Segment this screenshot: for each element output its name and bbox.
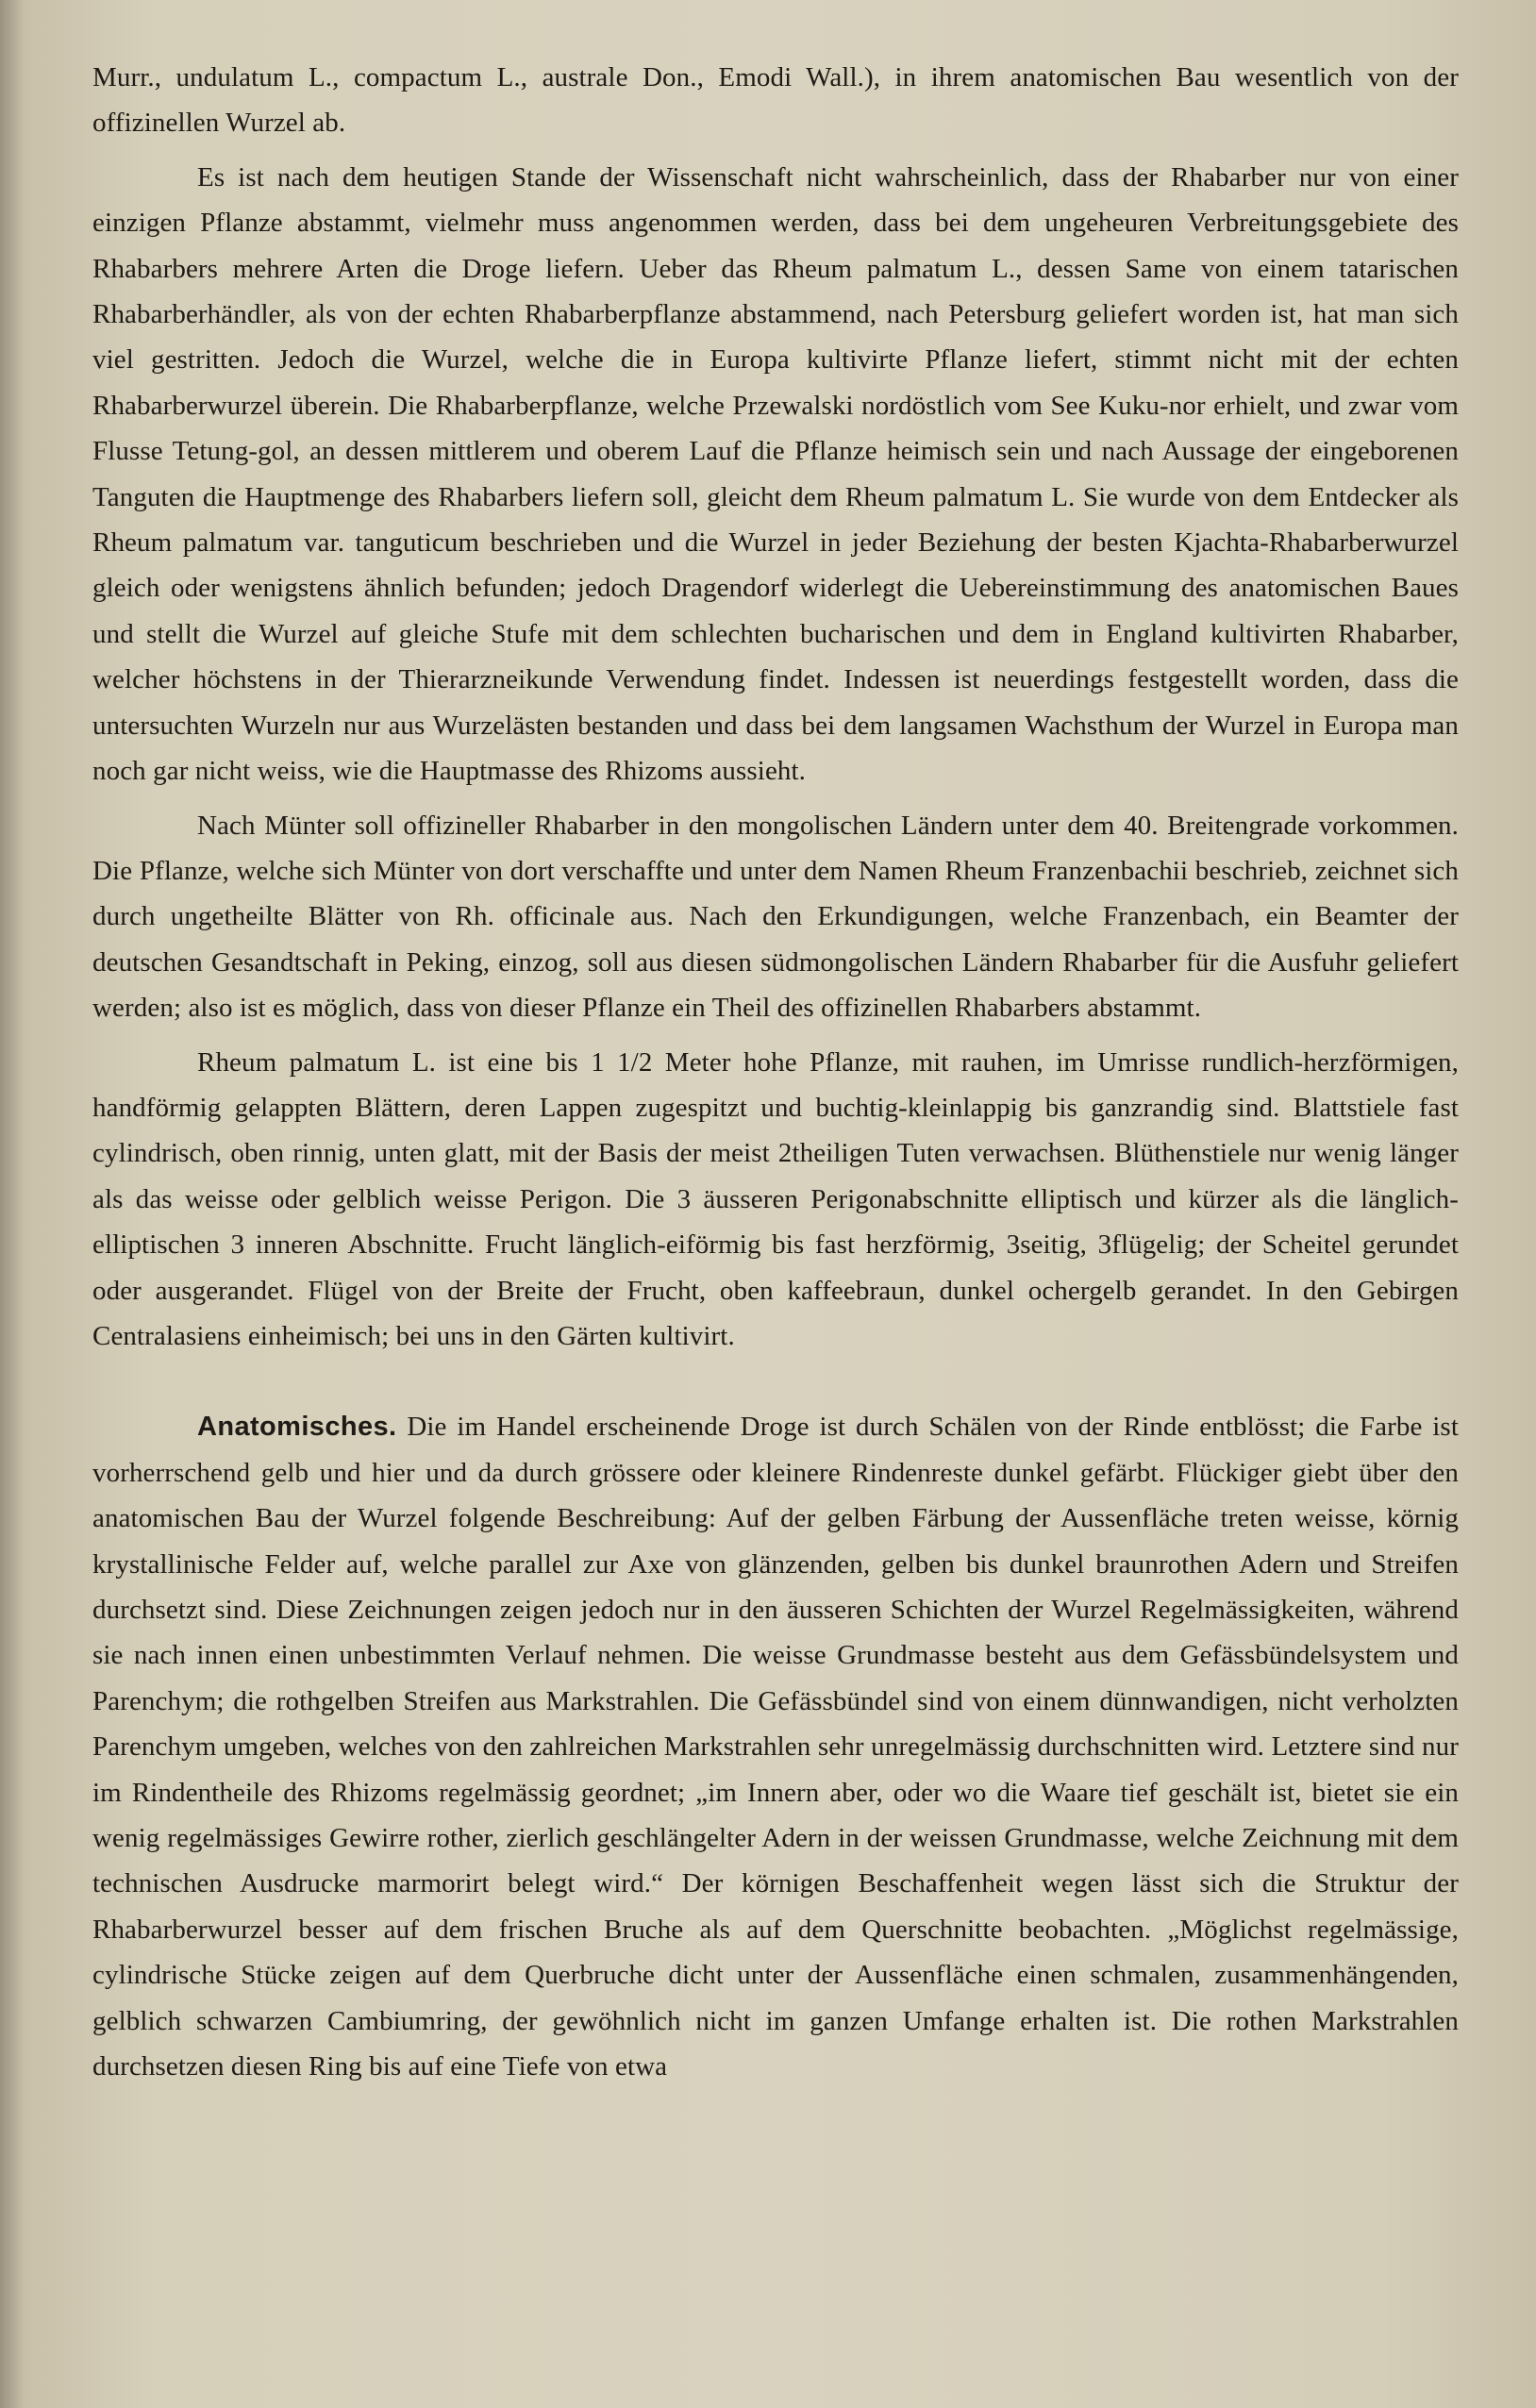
section-heading-anatomisches: Anatomisches.: [197, 1412, 397, 1443]
paragraph-5: [92, 1404, 1459, 2089]
paragraph-2: Es ist nach dem heutigen Stande der Wissenschaft nicht wahrscheinlich, dass der Rhabarber nur von einer einzigen Pflanze abstammt, vielmehr muss angenommen werden, dass bei dem ungeheuren Verbreitungsgebiete des Rhabarbers mehrere Arten die Droge liefern. Ueber das Rheum palmatum L., dessen Same von einem tatarischen Rhabarberhändler, als von der echten Rhabarberpflanze abstammend, nach Petersburg geliefert worden ist, hat man sich viel gestritten. Jedoch die Wurzel, welche die in Europa kultivirte Pflanze liefert, stimmt nicht mit der echten Rhabarberwurzel überein. Die Rhabarberpflanze, welche Przewalski nordöstlich vom See Kuku-nor erhielt, und zwar vom Flusse Tetung-gol, an dessen mittlerem und oberem Lauf die Pflanze heimisch sein und nach Aussage der eingeborenen Tanguten die Hauptmenge des Rhabarbers liefern soll, gleicht dem Rheum palmatum L. Sie wurde von dem Entdecker als Rheum palmatum var. tanguticum beschrieben und die Wurzel in jeder Beziehung der besten Kjachta-Rhabarberwurzel gleich oder wenigstens ähnlich befunden; jedoch Dragendorf widerlegt die Uebereinstimmung des anatomischen Baues und stellt die Wurzel auf gleiche Stufe mit dem schlechten bucharischen und dem in England kultivirten Rhabarber, welcher höchstens in der Thierarzneikunde Verwendung findet. Indessen ist neuerdings festgestellt worden, dass die untersuchten Wurzeln nur aus Wurzelästen bestanden und dass bei dem langsamen Wachsthum der Wurzel in Europa man noch gar nicht weiss, wie die Hauptmasse des Rhizoms aussieht.: [92, 161, 1459, 787]
paragraph-4: Rheum palmatum L. ist eine bis 1 1/2 Meter hohe Pflanze, mit rauhen, im Umrisse rundlich-herzförmigen, handförmig gelappten Blättern, deren Lappen zugespitzt und buchtig-kleinlappig bis ganzrandig sind. Blattstiele fast cylindrisch, oben rinnig, unten glatt, mit der Basis der meist 2theiligen Tuten verwachsen. Blüthenstiele nur wenig länger als das weisse oder gelblich weisse Perigon. Die 3 äusseren Perigonabschnitte elliptisch und kürzer als die länglich-elliptischen 3 inneren Abschnitte. Frucht länglich-eiförmig bis fast herzförmig, 3seitig, 3flügelig; der Scheitel gerundet oder ausgerandet. Flügel von der Breite der Frucht, oben kaffeebraun, dunkel ochergelb gerandet. In den Gebirgen Centralasiens einheimisch; bei uns in den Gärten kultivirt.: [92, 1046, 1459, 1351]
paragraph-3: Nach Münter soll offizineller Rhabarber in den mongolischen Ländern unter dem 40. Breitengrade vorkommen. Die Pflanze, welche sich Münter von dort verschaffte und unter dem Namen Rheum Franzenbachii beschrieb, zeichnet sich durch ungetheilte Blätter von Rh. officinale aus. Nach den Erkundigungen, welche Franzenbach, ein Beamter der deutschen Gesandtschaft in Peking, einzog, soll aus diesen südmongolischen Ländern Rhabarber für die Ausfuhr geliefert werden; also ist es möglich, dass von dieser Pflanze ein Theil des offizinellen Rhabarbers abstammt.: [92, 810, 1459, 1024]
paragraph-1: Murr., undulatum L., compactum L., australe Don., Emodi Wall.), in ihrem anatomischen Bau wesentlich von der offizinellen Wurzel ab.: [92, 62, 1459, 139]
paragraph-5-body: Die im Handel erscheinende Droge ist durch Schälen von der Rinde entblösst; die Farbe ist vorherrschend gelb und hier und da durch grössere oder kleinere Rindenreste dunkel gefärbt. Flückiger giebt über den anatomischen Bau der Wurzel folgende Beschreibung: Auf der gelben Färbung der Aussenfläche treten weisse, körnig krystallinische Felder auf, welche parallel zur Axe von glänzenden, gelben bis dunkel braunrothen Adern und Streifen durchsetzt sind. Diese Zeichnungen zeigen jedoch nur in den äusseren Schichten der Wurzel Regelmässigkeiten, während sie nach innen einen unbestimmten Verlauf nehmen. Die weisse Grundmasse besteht aus dem Gefässbündelsystem und Parenchym; die rothgelben Streifen aus Markstrahlen. Die Gefässbündel sind von einem dünnwandigen, nicht verholzten Parenchym umgeben, welches von den zahlreichen Markstrahlen sehr unregelmässig durchschnitten wird. Letztere sind nur im Rindentheile des Rhizoms regelmässig geordnet; „im Innern aber, oder wo die Waare tief geschält ist, bietet sie ein wenig regelmässiges Gewirre rother, zierlich geschlängelter Adern in der weissen Grundmasse, welche Zeichnung mit dem technischen Ausdrucke marmorirt belegt wird.“ Der körnigen Beschaffenheit wegen lässt sich die Struktur der Rhabarberwurzel besser auf dem frischen Bruche als auf dem Querschnitte beobachten. „Möglichst regelmässige, cylindrische Stücke zeigen auf dem Querbruche dicht unter der Aussenfläche einen schmalen, zusammenhängenden, gelblich schwarzen Cambiumring, der gewöhnlich nicht im ganzen Umfange erhalten ist. Die rothen Markstrahlen durchsetzen diesen Ring bis auf eine Tiefe von etwa: [92, 1412, 1459, 2082]
